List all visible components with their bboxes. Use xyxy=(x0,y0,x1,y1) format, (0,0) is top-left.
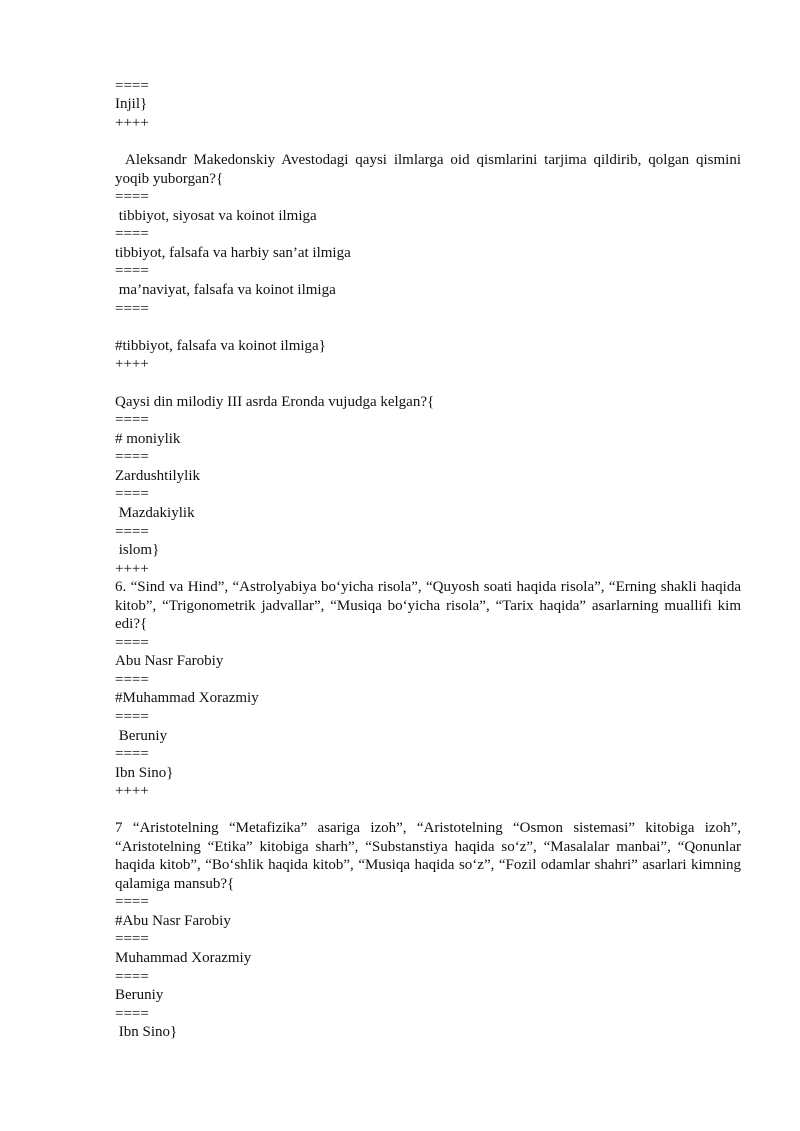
answer-option: islom} xyxy=(115,542,160,558)
separator-line: ==== xyxy=(115,301,149,317)
answer-option: Mazdakiylik xyxy=(115,505,195,521)
separator-line: ==== xyxy=(115,78,149,94)
answer-option: Beruniy xyxy=(115,987,164,1003)
answer-option: Muhammad Xorazmiy xyxy=(115,950,252,966)
separator-line: ==== xyxy=(115,709,149,725)
answer-option: Ibn Sino} xyxy=(115,765,174,781)
separator-line: ==== xyxy=(115,486,149,502)
answer-option: Ibn Sino} xyxy=(115,1024,178,1040)
question-text: 6. “Sind va Hind”, “Astrolyabiya bo‘yicha risola”, “Quyosh soati haqida risola”, “Erning shakli haqida kitob”, “Trigonometrik jadvallar”, “Musiqa bo‘yicha risola”, “Tarix haqida” asarlarning muallifi kim edi?{ xyxy=(115,579,741,633)
separator-line: ==== xyxy=(115,635,149,651)
question-text: Aleksandr Makedonskiy Avestodagi qaysi ilmlarga oid qismlarini tarjima qildirib, qolgan qismini yoqib yuborgan?{ xyxy=(115,152,741,187)
correct-answer-option: # moniylik xyxy=(115,431,181,447)
separator-line: ==== xyxy=(115,226,149,242)
question-end-marker: ++++ xyxy=(115,783,149,799)
question-text: Qaysi din milodiy III asrda Eronda vujudga kelgan?{ xyxy=(115,394,435,410)
answer-option: tibbiyot, falsafa va harbiy san’at ilmiga xyxy=(115,245,351,261)
separator-line: ==== xyxy=(115,449,149,465)
question-end-marker: ++++ xyxy=(115,561,149,577)
separator-line: ==== xyxy=(115,263,149,279)
question-text: 7 “Aristotelning “Metafizika” asariga izoh”, “Aristotelning “Osmon sistemasi” kitobiga izoh”, “Aristotelning “Etika” kitobiga sharh”, “Substanstiya haqida so‘z”, “Masalalar manbai”, “Qonunlar haqida kitob”, “Bo‘shlik haqida kitob”, “Musiqa haqida so‘z”, “Fozil odamlar shahri” asarlari kimning qalamiga mansub?{ xyxy=(115,820,741,892)
answer-option: tibbiyot, siyosat va koinot ilmiga xyxy=(115,208,317,224)
answer-option: Abu Nasr Farobiy xyxy=(115,653,224,669)
separator-line: ==== xyxy=(115,969,149,985)
separator-line: ==== xyxy=(115,672,149,688)
question-end-marker: ++++ xyxy=(115,115,149,131)
separator-line: ==== xyxy=(115,931,149,947)
correct-answer-option: #Muhammad Xorazmiy xyxy=(115,690,259,706)
separator-line: ==== xyxy=(115,894,149,910)
answer-option: Beruniy xyxy=(115,728,168,744)
separator-line: ==== xyxy=(115,1006,149,1022)
answer-option: Zardushtilylik xyxy=(115,468,200,484)
separator-line: ==== xyxy=(115,746,149,762)
answer-option: Injil} xyxy=(115,96,148,112)
correct-answer-option: #tibbiyot, falsafa va koinot ilmiga} xyxy=(115,338,326,354)
separator-line: ==== xyxy=(115,189,149,205)
correct-answer-option: #Abu Nasr Farobiy xyxy=(115,913,231,929)
answer-option: ma’naviyat, falsafa va koinot ilmiga xyxy=(115,282,336,298)
separator-line: ==== xyxy=(115,524,149,540)
separator-line: ==== xyxy=(115,412,149,428)
question-end-marker: ++++ xyxy=(115,356,149,372)
